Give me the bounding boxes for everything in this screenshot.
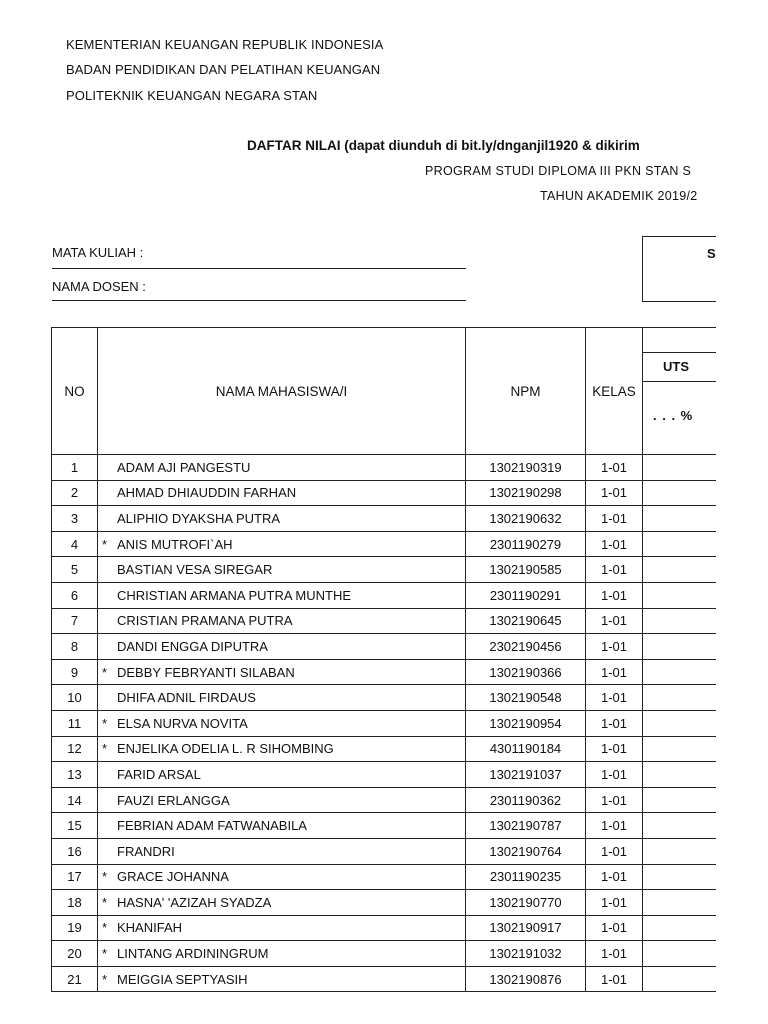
row-kelas: 1-01 xyxy=(586,890,643,916)
row-npm: 4301190184 xyxy=(466,736,586,762)
row-npm: 1302190585 xyxy=(466,557,586,583)
row-kelas: 1-01 xyxy=(586,762,643,788)
table-row xyxy=(52,813,717,839)
row-name-cell xyxy=(98,557,466,583)
row-name-cell xyxy=(98,710,466,736)
row-mark: * xyxy=(102,920,108,936)
row-kelas: 1-01 xyxy=(586,838,643,864)
row-uts xyxy=(643,890,717,916)
row-name: ELSA NURVA NOVITA xyxy=(117,715,248,731)
document-title: DAFTAR NILAI (dapat diunduh di bit.ly/dnganjil1920 & dikirim xyxy=(247,138,640,153)
row-mark: * xyxy=(102,971,108,987)
col-nama-header: NAMA MAHASISWA/I xyxy=(98,328,466,455)
row-uts xyxy=(643,838,717,864)
signature-box xyxy=(642,236,716,302)
row-uts xyxy=(643,736,717,762)
row-name: CHRISTIAN ARMANA PUTRA MUNTHE xyxy=(117,587,352,603)
nama-dosen-line xyxy=(52,300,466,301)
ministry-name: KEMENTERIAN KEUANGAN REPUBLIK INDONESIA xyxy=(66,37,384,52)
table-row xyxy=(52,659,717,685)
row-name: FRANDRI xyxy=(117,843,175,859)
row-npm: 2301190362 xyxy=(466,787,586,813)
row-mark: * xyxy=(102,894,108,910)
row-name-cell xyxy=(98,480,466,506)
row-kelas: 1-01 xyxy=(586,710,643,736)
row-name: LINTANG ARDININGRUM xyxy=(117,946,269,962)
row-no: 16 xyxy=(52,838,98,864)
row-uts xyxy=(643,941,717,967)
table-row xyxy=(52,915,717,941)
row-uts xyxy=(643,506,717,532)
row-no: 15 xyxy=(52,813,98,839)
table-row xyxy=(52,890,717,916)
row-no: 3 xyxy=(52,506,98,532)
row-name-cell xyxy=(98,659,466,685)
row-npm: 1302190770 xyxy=(466,890,586,916)
row-uts xyxy=(643,710,717,736)
row-no: 1 xyxy=(52,455,98,481)
row-name-cell xyxy=(98,813,466,839)
row-uts xyxy=(643,557,717,583)
row-name-cell xyxy=(98,787,466,813)
row-mark: * xyxy=(102,715,108,731)
row-no: 11 xyxy=(52,710,98,736)
program-subtitle: PROGRAM STUDI DIPLOMA III PKN STAN S xyxy=(425,164,692,178)
table-row xyxy=(52,582,717,608)
row-name-cell xyxy=(98,608,466,634)
col-uts-header xyxy=(643,328,717,455)
row-no: 7 xyxy=(52,608,98,634)
row-name: DEBBY FEBRYANTI SILABAN xyxy=(117,664,295,680)
row-kelas: 1-01 xyxy=(586,941,643,967)
row-kelas: 1-01 xyxy=(586,506,643,532)
row-uts xyxy=(643,531,717,557)
row-name-cell xyxy=(98,736,466,762)
row-npm: 1302190645 xyxy=(466,608,586,634)
row-name-cell xyxy=(98,531,466,557)
uts-percent: . . . % xyxy=(653,408,694,423)
col-no-header: NO xyxy=(52,328,98,455)
row-kelas: 1-01 xyxy=(586,531,643,557)
row-no: 5 xyxy=(52,557,98,583)
row-uts xyxy=(643,455,717,481)
row-kelas: 1-01 xyxy=(586,685,643,711)
row-name-cell xyxy=(98,864,466,890)
table-row xyxy=(52,506,717,532)
row-kelas: 1-01 xyxy=(586,557,643,583)
row-uts xyxy=(643,634,717,660)
row-uts xyxy=(643,685,717,711)
row-kelas: 1-01 xyxy=(586,659,643,685)
row-name: CRISTIAN PRAMANA PUTRA xyxy=(117,613,293,629)
row-name: MEIGGIA SEPTYASIH xyxy=(117,971,248,987)
col-kelas-header: KELAS xyxy=(586,328,643,455)
row-npm: 2301190291 xyxy=(466,582,586,608)
row-name-cell xyxy=(98,915,466,941)
row-kelas: 1-01 xyxy=(586,787,643,813)
table-row xyxy=(52,736,717,762)
agency-name: BADAN PENDIDIKAN DAN PELATIHAN KEUANGAN xyxy=(66,62,381,77)
row-name-cell xyxy=(98,941,466,967)
nama-dosen-label: NAMA DOSEN : xyxy=(52,279,146,294)
col-npm-header: NPM xyxy=(466,328,586,455)
row-uts xyxy=(643,787,717,813)
row-name: ADAM AJI PANGESTU xyxy=(117,459,251,475)
row-npm: 1302190298 xyxy=(466,480,586,506)
row-uts xyxy=(643,915,717,941)
row-uts xyxy=(643,966,717,992)
row-npm: 2301190235 xyxy=(466,864,586,890)
row-uts xyxy=(643,608,717,634)
row-name: DHIFA ADNIL FIRDAUS xyxy=(117,690,256,706)
table-row xyxy=(52,966,717,992)
row-no: 6 xyxy=(52,582,98,608)
row-no: 14 xyxy=(52,787,98,813)
row-mark: * xyxy=(102,741,108,757)
grade-table xyxy=(51,327,716,992)
row-name: HASNA' 'AZIZAH SYADZA xyxy=(117,894,272,910)
row-name-cell xyxy=(98,890,466,916)
row-no: 4 xyxy=(52,531,98,557)
row-name: FARID ARSAL xyxy=(117,766,201,782)
row-name: DANDI ENGGA DIPUTRA xyxy=(117,638,268,654)
table-row xyxy=(52,838,717,864)
row-uts xyxy=(643,813,717,839)
row-no: 9 xyxy=(52,659,98,685)
row-kelas: 1-01 xyxy=(586,455,643,481)
row-no: 10 xyxy=(52,685,98,711)
row-uts xyxy=(643,480,717,506)
row-no: 17 xyxy=(52,864,98,890)
row-uts xyxy=(643,762,717,788)
row-npm: 1302190787 xyxy=(466,813,586,839)
row-name-cell xyxy=(98,582,466,608)
row-npm: 1302190917 xyxy=(466,915,586,941)
row-no: 13 xyxy=(52,762,98,788)
row-name: AHMAD DHIAUDDIN FARHAN xyxy=(117,485,297,501)
signature-box-label: S xyxy=(707,246,716,261)
row-npm: 1302190366 xyxy=(466,659,586,685)
table-row xyxy=(52,787,717,813)
row-mark: * xyxy=(102,536,108,552)
row-npm: 2301190279 xyxy=(466,531,586,557)
table-row xyxy=(52,710,717,736)
row-kelas: 1-01 xyxy=(586,582,643,608)
row-name-cell xyxy=(98,506,466,532)
row-name: ALIPHIO DYAKSHA PUTRA xyxy=(117,510,281,526)
row-uts xyxy=(643,582,717,608)
table-row xyxy=(52,480,717,506)
table-row xyxy=(52,864,717,890)
table-row xyxy=(52,685,717,711)
row-kelas: 1-01 xyxy=(586,864,643,890)
row-no: 18 xyxy=(52,890,98,916)
row-no: 12 xyxy=(52,736,98,762)
row-no: 2 xyxy=(52,480,98,506)
table-row xyxy=(52,634,717,660)
table-row xyxy=(52,455,717,481)
row-kelas: 1-01 xyxy=(586,634,643,660)
row-name-cell xyxy=(98,685,466,711)
row-npm: 1302190764 xyxy=(466,838,586,864)
row-uts xyxy=(643,864,717,890)
mata-kuliah-line xyxy=(52,268,466,269)
institution-name: POLITEKNIK KEUANGAN NEGARA STAN xyxy=(66,88,318,103)
row-uts xyxy=(643,659,717,685)
row-kelas: 1-01 xyxy=(586,480,643,506)
row-npm: 1302190632 xyxy=(466,506,586,532)
row-name-cell xyxy=(98,455,466,481)
row-npm: 1302190954 xyxy=(466,710,586,736)
row-mark: * xyxy=(102,869,108,885)
row-name-cell xyxy=(98,634,466,660)
row-name-cell xyxy=(98,966,466,992)
row-npm: 1302190548 xyxy=(466,685,586,711)
row-mark: * xyxy=(102,946,108,962)
table-row xyxy=(52,608,717,634)
row-kelas: 1-01 xyxy=(586,966,643,992)
row-npm: 1302190319 xyxy=(466,455,586,481)
row-name: GRACE JOHANNA xyxy=(117,869,229,885)
row-mark: * xyxy=(102,664,108,680)
table-row xyxy=(52,557,717,583)
table-row xyxy=(52,762,717,788)
row-npm: 1302191037 xyxy=(466,762,586,788)
row-npm: 2302190456 xyxy=(466,634,586,660)
row-no: 21 xyxy=(52,966,98,992)
table-row xyxy=(52,941,717,967)
row-name: KHANIFAH xyxy=(117,920,183,936)
row-kelas: 1-01 xyxy=(586,608,643,634)
row-npm: 1302191032 xyxy=(466,941,586,967)
row-kelas: 1-01 xyxy=(586,813,643,839)
row-kelas: 1-01 xyxy=(586,915,643,941)
row-name: FEBRIAN ADAM FATWANABILA xyxy=(117,818,307,834)
academic-year: TAHUN AKADEMIK 2019/2 xyxy=(540,189,698,203)
header-row xyxy=(52,328,717,455)
table-row xyxy=(52,531,717,557)
row-name-cell xyxy=(98,838,466,864)
row-kelas: 1-01 xyxy=(586,736,643,762)
row-npm: 1302190876 xyxy=(466,966,586,992)
row-name-cell xyxy=(98,762,466,788)
row-name: BASTIAN VESA SIREGAR xyxy=(117,562,273,578)
row-no: 20 xyxy=(52,941,98,967)
row-no: 8 xyxy=(52,634,98,660)
mata-kuliah-label: MATA KULIAH : xyxy=(52,245,144,260)
uts-label: UTS xyxy=(663,359,689,374)
row-name: ENJELIKA ODELIA L. R SIHOMBING xyxy=(117,741,334,757)
row-name: FAUZI ERLANGGA xyxy=(117,792,230,808)
row-no: 19 xyxy=(52,915,98,941)
row-name: ANIS MUTROFI`AH xyxy=(117,536,233,552)
